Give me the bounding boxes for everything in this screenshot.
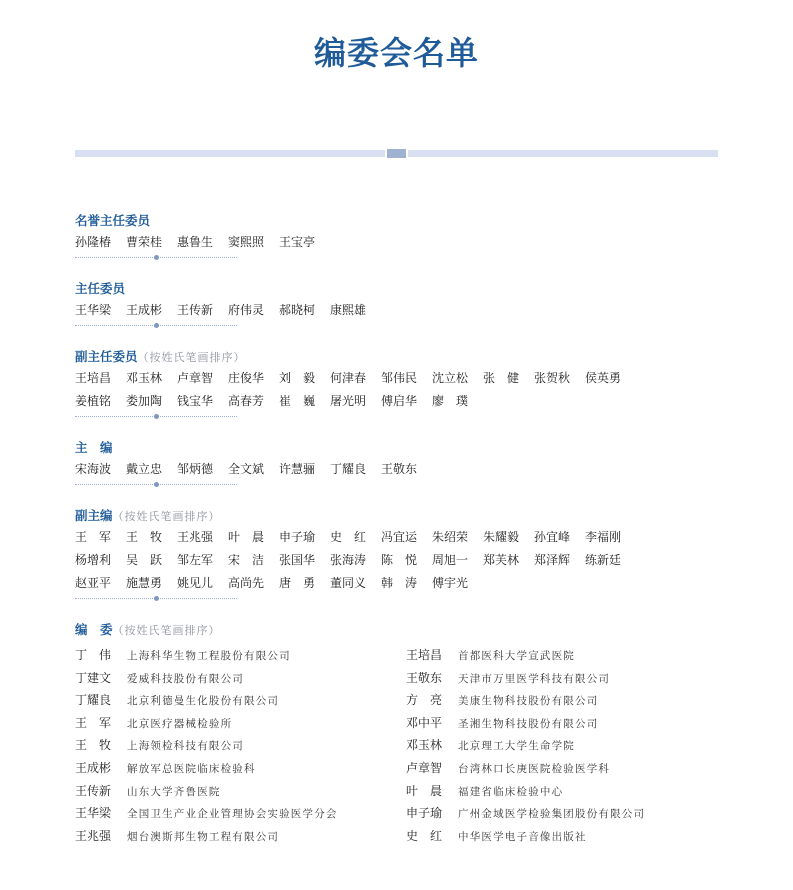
separator-dot [154, 414, 159, 419]
member-org: 北京理工大学生命学院 [458, 740, 575, 753]
person-name: 王传新 [177, 303, 214, 317]
member-name: 卢章智 [406, 760, 443, 775]
name-row [75, 390, 636, 413]
member-row [75, 666, 338, 689]
dotted-separator [75, 257, 237, 258]
person-name: 张贺秋 [534, 371, 571, 385]
person-name: 朱耀毅 [483, 530, 520, 544]
member-row [75, 643, 338, 666]
name-list [75, 526, 636, 595]
person-name: 郝晓柯 [279, 303, 316, 317]
person-name: 施慧勇 [126, 576, 163, 590]
member-org: 烟台澳斯邦生物工程有限公司 [127, 830, 280, 843]
person-name: 沈立松 [432, 371, 469, 385]
dotted-separator [75, 416, 237, 417]
person-name: 傅宇光 [432, 576, 469, 590]
person-name: 陈 悦 [381, 553, 418, 567]
member-row [406, 824, 645, 847]
person-name: 叶 晨 [228, 530, 265, 544]
divider-right-segment [408, 150, 718, 157]
member-org: 圣湘生物科技股份有限公司 [458, 717, 599, 730]
person-name: 惠鲁生 [177, 235, 214, 249]
member-row [406, 688, 645, 711]
person-name: 崔 巍 [279, 394, 316, 408]
separator-dot [154, 596, 159, 601]
person-name: 周旭一 [432, 553, 469, 567]
person-name: 傅启华 [381, 394, 418, 408]
name-list [75, 458, 432, 481]
person-name: 姜植铭 [75, 394, 112, 408]
title-divider [75, 149, 718, 158]
member-row [406, 711, 645, 734]
page-title: 编委会名单 [313, 34, 479, 72]
member-row [406, 643, 645, 666]
person-name: 钱宝华 [177, 394, 214, 408]
section-honorary-chair [75, 211, 330, 258]
name-row [75, 299, 381, 322]
person-name: 王成彬 [126, 303, 163, 317]
member-name: 王培昌 [406, 648, 443, 662]
person-name: 史 红 [330, 530, 367, 544]
person-name: 娄加陶 [126, 394, 163, 408]
section-title [75, 620, 221, 640]
member-name: 丁 伟 [75, 648, 112, 662]
person-name: 高春芳 [228, 394, 265, 408]
section-title [75, 347, 636, 367]
member-org: 天津市万里医学科技有限公司 [458, 672, 611, 685]
separator-dot [154, 482, 159, 487]
person-name: 何津春 [330, 371, 367, 385]
name-row [75, 572, 636, 595]
name-row [75, 549, 636, 572]
person-name: 屠光明 [330, 394, 367, 408]
person-name: 廖 璞 [432, 394, 469, 408]
member-row [406, 779, 645, 802]
member-row [75, 733, 338, 756]
person-name: 王 军 [75, 530, 112, 544]
member-name: 史 红 [406, 828, 443, 843]
divider-center-block [387, 149, 406, 158]
person-name: 宋海波 [75, 462, 112, 476]
person-name: 唐 勇 [279, 576, 316, 590]
section-title [75, 506, 636, 526]
person-name: 董同义 [330, 576, 367, 590]
person-name: 邓玉林 [126, 371, 163, 385]
member-org: 上海科华生物工程股份有限公司 [127, 650, 291, 662]
section-chair [75, 279, 381, 326]
member-name: 王传新 [75, 783, 112, 798]
member-org: 全国卫生产业企业管理协会实验医学分会 [127, 808, 338, 821]
person-name: 孙宜峰 [534, 530, 571, 544]
name-row [75, 231, 330, 254]
member-org: 福建省临床检验中心 [458, 785, 564, 798]
person-name: 申子瑜 [279, 530, 316, 544]
name-list [75, 367, 636, 413]
separator-dot [154, 323, 159, 328]
member-org: 广州金域医学检验集团股份有限公司 [458, 808, 646, 821]
divider-left-segment [75, 150, 385, 157]
member-org: 北京利德曼生化股份有限公司 [127, 695, 280, 708]
person-name: 练新廷 [585, 553, 622, 567]
person-name: 曹荣桂 [126, 235, 163, 249]
member-org: 山东大学齐鲁医院 [127, 785, 221, 798]
person-name: 庄俊华 [228, 371, 265, 385]
member-row [406, 756, 645, 779]
member-name: 王兆强 [75, 828, 112, 843]
member-org: 爱威科技股份有限公司 [127, 672, 244, 685]
person-name: 张海涛 [330, 553, 367, 567]
person-name: 宋 洁 [228, 553, 265, 567]
member-row [406, 666, 645, 689]
person-name: 邹炳德 [177, 462, 214, 476]
member-name: 申子瑜 [406, 806, 443, 821]
person-name: 邹左军 [177, 553, 214, 567]
separator-dot [154, 255, 159, 260]
name-row [75, 458, 432, 481]
person-name: 王 牧 [126, 530, 163, 544]
person-name: 郑泽辉 [534, 553, 571, 567]
section-title: 主任委员 [75, 281, 126, 296]
member-row [406, 801, 645, 824]
member-row [75, 779, 338, 802]
member-row [75, 824, 338, 847]
member-name: 王 军 [75, 715, 112, 730]
member-name: 王华梁 [75, 806, 112, 821]
person-name: 高尚先 [228, 576, 265, 590]
person-name: 张国华 [279, 553, 316, 567]
person-name: 许慧骊 [279, 462, 316, 476]
person-name: 孙隆椿 [75, 235, 112, 249]
person-name: 赵亚平 [75, 576, 112, 590]
person-name: 吴 跃 [126, 553, 163, 567]
person-name: 王宝亭 [279, 235, 316, 249]
person-name: 府伟灵 [228, 303, 265, 317]
member-name: 丁耀良 [75, 693, 112, 708]
person-name: 康熙雄 [330, 303, 367, 317]
dotted-separator [75, 325, 237, 326]
name-row [75, 367, 636, 390]
section-title: 名誉主任委员 [75, 213, 151, 228]
person-name: 丁耀良 [330, 462, 367, 476]
member-org: 首都医科大学宣武医院 [458, 650, 575, 662]
person-name: 窦熙照 [228, 235, 265, 249]
member-column-right [406, 643, 645, 846]
section-deputy-editor [75, 506, 636, 599]
person-name: 李福刚 [585, 530, 622, 544]
member-name: 王敬东 [406, 670, 443, 685]
member-name: 王成彬 [75, 760, 112, 775]
person-name: 王培昌 [75, 371, 112, 385]
person-name: 张 健 [483, 371, 520, 385]
name-list [75, 231, 330, 254]
section-chief-editor [75, 438, 432, 485]
person-name: 杨增利 [75, 553, 112, 567]
section-title: 主 编 [75, 440, 113, 455]
section-title-text: 副主编 [75, 508, 113, 523]
person-name: 刘 毅 [279, 371, 316, 385]
member-name: 邓中平 [406, 715, 443, 730]
section-vice-chair [75, 347, 636, 417]
member-org: 中华医学电子音像出版社 [458, 830, 587, 843]
person-name: 朱绍荣 [432, 530, 469, 544]
section-editorial-board [75, 620, 221, 640]
section-title-text: 编 委 [75, 622, 113, 637]
person-name: 韩 涛 [381, 576, 418, 590]
person-name: 邹伟民 [381, 371, 418, 385]
member-column-left [75, 643, 338, 846]
dotted-separator [75, 598, 237, 599]
name-row [75, 526, 636, 549]
sort-note: （按姓氏笔画排序） [112, 624, 221, 637]
person-name: 戴立忠 [126, 462, 163, 476]
name-list [75, 299, 381, 322]
member-name: 王 牧 [75, 738, 112, 753]
person-name: 冯宜运 [381, 530, 418, 544]
section-title-text: 副主任委员 [75, 349, 138, 364]
member-name: 邓玉林 [406, 738, 443, 753]
member-row [75, 711, 338, 734]
member-org: 北京医疗器械检验所 [127, 717, 233, 730]
member-row [75, 801, 338, 824]
person-name: 全文斌 [228, 462, 265, 476]
person-name: 侯英勇 [585, 371, 622, 385]
person-name: 王华梁 [75, 303, 112, 317]
person-name: 卢章智 [177, 371, 214, 385]
member-org: 美康生物科技股份有限公司 [458, 695, 599, 708]
person-name: 王兆强 [177, 530, 214, 544]
dotted-separator [75, 484, 237, 485]
member-name: 丁建文 [75, 670, 112, 685]
member-org: 解放军总医院临床检验科 [127, 762, 256, 775]
sort-note: （按姓氏笔画排序） [112, 510, 221, 523]
member-row [75, 756, 338, 779]
person-name: 郑芙林 [483, 553, 520, 567]
sort-note: （按姓氏笔画排序） [137, 351, 246, 364]
member-org: 台湾林口长庚医院检验医学科 [458, 762, 611, 775]
person-name: 姚见儿 [177, 576, 214, 590]
person-name: 王敬东 [381, 462, 418, 476]
member-row [75, 688, 338, 711]
member-row [406, 733, 645, 756]
member-org: 上海领检科技有限公司 [127, 740, 244, 753]
member-name: 方 亮 [406, 693, 443, 708]
member-name: 叶 晨 [406, 783, 443, 798]
